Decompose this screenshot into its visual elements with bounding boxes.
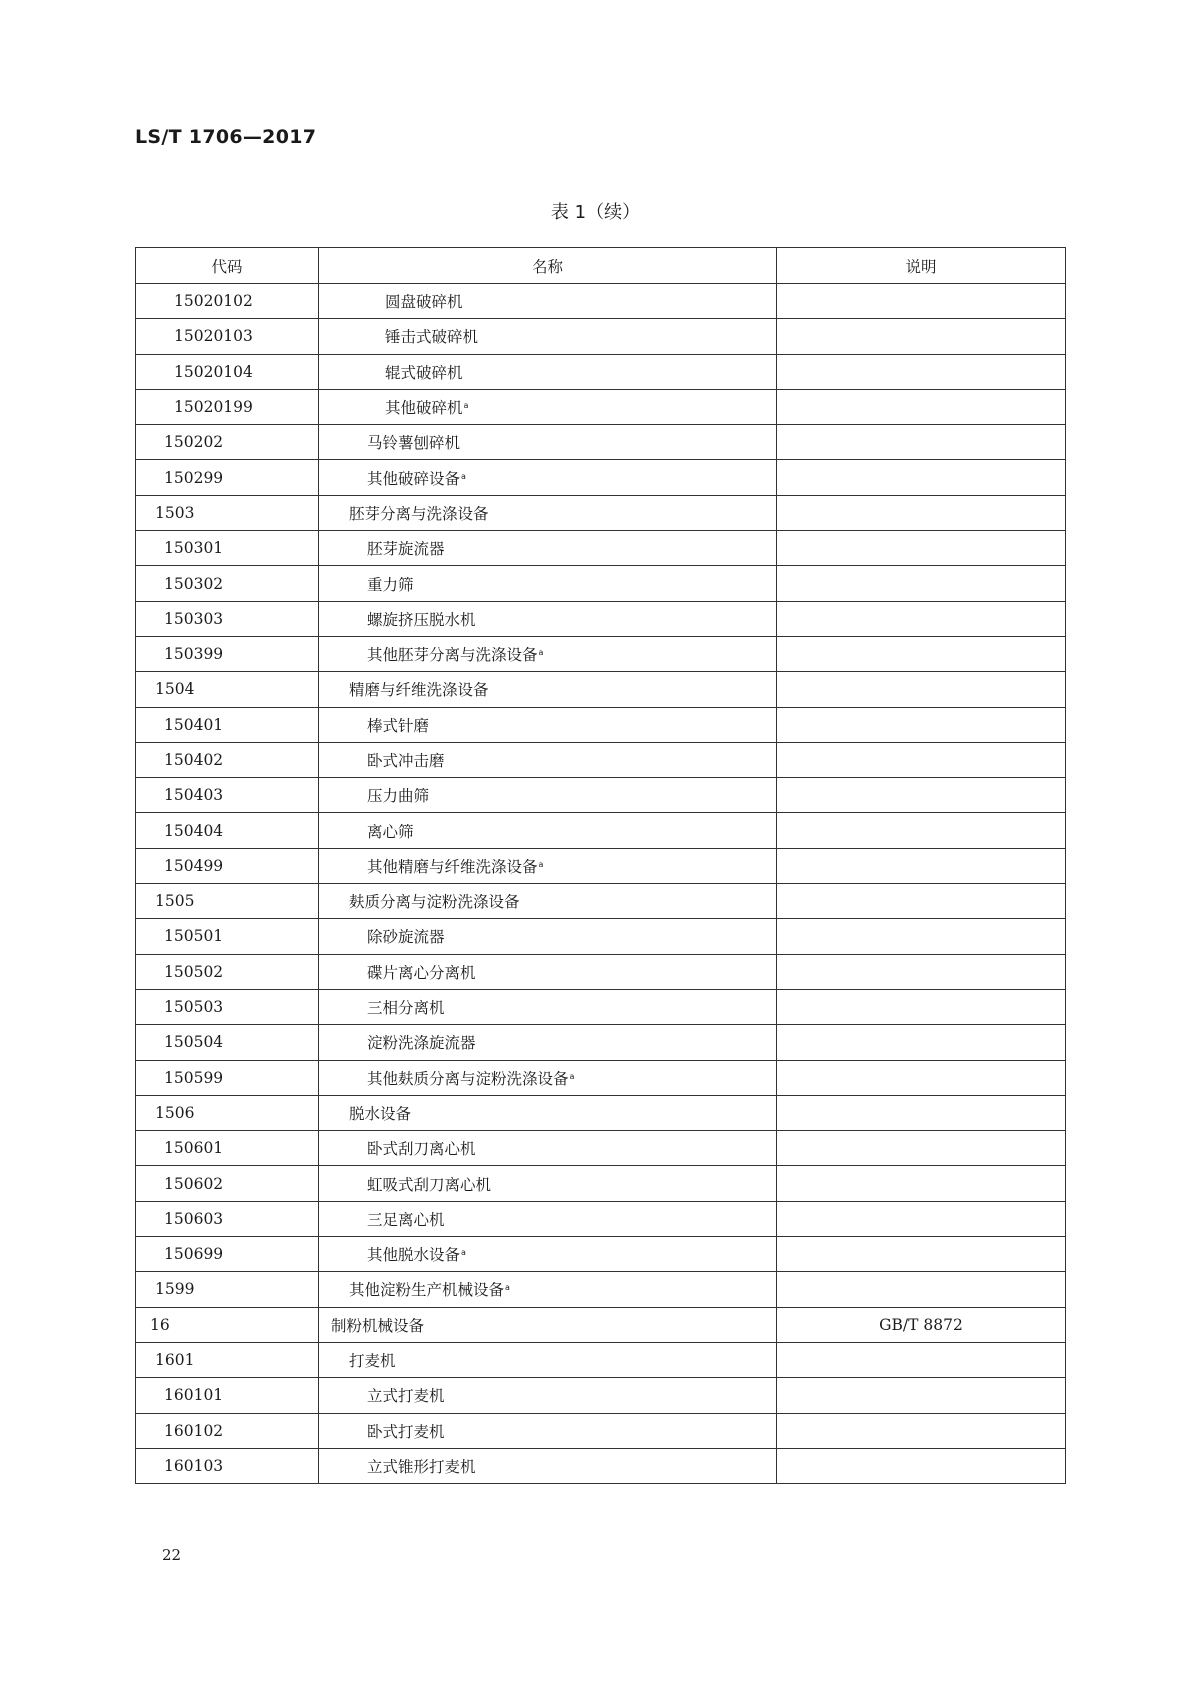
table-row — [136, 919, 1066, 954]
table-row — [136, 566, 1066, 601]
row-name-text: 棒式针磨 — [367, 716, 430, 735]
row-name-text: 其他精磨与纤维洗涤设备 — [367, 857, 538, 876]
table-row — [136, 1237, 1066, 1272]
table-row — [136, 954, 1066, 989]
row-code: 15020103 — [136, 319, 319, 354]
row-code: 1599 — [136, 1272, 319, 1307]
row-code: 1506 — [136, 1095, 319, 1130]
row-name — [319, 1448, 777, 1483]
table-row — [136, 1307, 1066, 1342]
table-row — [136, 389, 1066, 424]
standard-code: LS/T 1706—2017 — [135, 126, 317, 148]
row-name-text: 精磨与纤维洗涤设备 — [349, 681, 489, 700]
row-name-text: 其他破碎设备 — [367, 469, 461, 488]
row-name-text: 麸质分离与淀粉洗涤设备 — [349, 893, 520, 912]
row-name-text: 其他麸质分离与淀粉洗涤设备 — [367, 1069, 569, 1088]
row-name — [319, 1025, 777, 1060]
table-row — [136, 778, 1066, 813]
row-code: 1601 — [136, 1342, 319, 1377]
row-note — [777, 354, 1066, 389]
table-row — [136, 1095, 1066, 1130]
table-row — [136, 813, 1066, 848]
row-name-text: 三相分离机 — [367, 999, 445, 1018]
table-row — [136, 848, 1066, 883]
row-code: 150502 — [136, 954, 319, 989]
row-code: 150299 — [136, 460, 319, 495]
row-name-text: 其他脱水设备 — [367, 1246, 461, 1265]
footnote-marker: a — [538, 648, 544, 658]
table-row — [136, 495, 1066, 530]
row-note — [777, 1095, 1066, 1130]
row-note — [777, 284, 1066, 319]
row-name — [319, 495, 777, 530]
row-note — [777, 1378, 1066, 1413]
row-note — [777, 460, 1066, 495]
row-name — [319, 566, 777, 601]
row-note — [777, 848, 1066, 883]
table-row — [136, 1166, 1066, 1201]
table-row — [136, 989, 1066, 1024]
row-name-text: 除砂旋流器 — [367, 928, 445, 947]
row-code: 150303 — [136, 601, 319, 636]
row-name-text: 脱水设备 — [349, 1104, 412, 1123]
row-name — [319, 1413, 777, 1448]
row-name — [319, 1095, 777, 1130]
row-note — [777, 319, 1066, 354]
row-note — [777, 884, 1066, 919]
page-number: 22 — [162, 1546, 182, 1564]
row-name — [319, 1201, 777, 1236]
row-code: 150302 — [136, 566, 319, 601]
row-name-text: 碟片离心分离机 — [367, 963, 476, 982]
row-note — [777, 495, 1066, 530]
row-code: 150599 — [136, 1060, 319, 1095]
row-name — [319, 813, 777, 848]
table-row — [136, 425, 1066, 460]
row-name-text: 螺旋挤压脱水机 — [367, 610, 476, 629]
row-name — [319, 1166, 777, 1201]
row-code: 150403 — [136, 778, 319, 813]
row-name — [319, 1307, 777, 1342]
row-name — [319, 1131, 777, 1166]
classification-table — [135, 247, 1066, 1484]
row-note — [777, 1131, 1066, 1166]
column-header-note: 说明 — [777, 248, 1066, 284]
row-name — [319, 460, 777, 495]
row-name — [319, 601, 777, 636]
row-code: 16 — [136, 1307, 319, 1342]
row-name — [319, 1378, 777, 1413]
footnote-marker: a — [538, 859, 544, 869]
row-name-text: 卧式打麦机 — [367, 1422, 445, 1441]
row-name — [319, 636, 777, 671]
table-row — [136, 1413, 1066, 1448]
row-code: 150402 — [136, 742, 319, 777]
row-note — [777, 813, 1066, 848]
row-name-text: 离心筛 — [367, 822, 414, 841]
row-note — [777, 1025, 1066, 1060]
row-code: 150603 — [136, 1201, 319, 1236]
row-note — [777, 778, 1066, 813]
row-name-text: 立式锥形打麦机 — [367, 1457, 476, 1476]
row-name-text: 马铃薯刨碎机 — [367, 434, 461, 453]
row-code: 160102 — [136, 1413, 319, 1448]
table-row — [136, 319, 1066, 354]
row-name — [319, 284, 777, 319]
row-note — [777, 389, 1066, 424]
row-name — [319, 354, 777, 389]
row-code: 150399 — [136, 636, 319, 671]
column-header-name: 名称 — [319, 248, 777, 284]
row-name — [319, 848, 777, 883]
footnote-marker: a — [569, 1071, 575, 1081]
table-row — [136, 1060, 1066, 1095]
row-code: 1503 — [136, 495, 319, 530]
row-name — [319, 778, 777, 813]
row-code: 150699 — [136, 1237, 319, 1272]
row-note — [777, 636, 1066, 671]
row-note — [777, 1448, 1066, 1483]
footnote-marker: a — [461, 1248, 466, 1258]
table-row — [136, 672, 1066, 707]
row-name — [319, 389, 777, 424]
table-body — [136, 284, 1066, 1484]
table-row — [136, 1342, 1066, 1377]
row-note — [777, 1413, 1066, 1448]
row-code: 150501 — [136, 919, 319, 954]
row-name — [319, 1237, 777, 1272]
table-row — [136, 531, 1066, 566]
row-code: 150601 — [136, 1131, 319, 1166]
row-note: GB/T 8872 — [777, 1307, 1066, 1342]
table-row — [136, 1131, 1066, 1166]
row-name-text: 重力筛 — [367, 575, 414, 594]
row-note — [777, 1060, 1066, 1095]
row-name-text: 胚芽旋流器 — [367, 540, 445, 559]
row-name — [319, 1060, 777, 1095]
footnote-marker: a — [463, 401, 469, 411]
row-note — [777, 672, 1066, 707]
row-note — [777, 566, 1066, 601]
row-code: 150202 — [136, 425, 319, 460]
row-name — [319, 954, 777, 989]
row-name-text: 其他淀粉生产机械设备 — [349, 1281, 505, 1300]
table-row — [136, 1272, 1066, 1307]
row-name-text: 压力曲筛 — [367, 787, 430, 806]
row-name — [319, 919, 777, 954]
row-note — [777, 1201, 1066, 1236]
row-code: 160103 — [136, 1448, 319, 1483]
table-row — [136, 1448, 1066, 1483]
row-code: 15020102 — [136, 284, 319, 319]
row-note — [777, 601, 1066, 636]
row-code: 15020104 — [136, 354, 319, 389]
table-row — [136, 707, 1066, 742]
row-name-text: 胚芽分离与洗涤设备 — [349, 504, 489, 523]
row-code: 150504 — [136, 1025, 319, 1060]
row-code: 150602 — [136, 1166, 319, 1201]
row-name — [319, 742, 777, 777]
row-code: 150499 — [136, 848, 319, 883]
row-name — [319, 1272, 777, 1307]
row-name — [319, 425, 777, 460]
row-name — [319, 531, 777, 566]
footnote-marker: a — [505, 1283, 510, 1293]
row-code: 150301 — [136, 531, 319, 566]
row-name-text: 卧式冲击磨 — [367, 752, 445, 770]
row-name — [319, 884, 777, 919]
row-code: 15020199 — [136, 389, 319, 424]
row-note — [777, 989, 1066, 1024]
row-code: 150503 — [136, 989, 319, 1024]
row-name-text: 锤击式破碎机 — [385, 328, 479, 347]
table-caption: 表 1（续） — [550, 202, 641, 223]
row-note — [777, 425, 1066, 460]
row-code: 150401 — [136, 707, 319, 742]
row-note — [777, 1237, 1066, 1272]
row-note — [777, 1272, 1066, 1307]
table-row — [136, 884, 1066, 919]
row-note — [777, 919, 1066, 954]
table-row — [136, 636, 1066, 671]
table-row — [136, 1025, 1066, 1060]
row-name-text: 圆盘破碎机 — [385, 293, 463, 312]
row-note — [777, 1166, 1066, 1201]
row-name-text: 卧式刮刀离心机 — [367, 1140, 476, 1159]
row-name-text: 淀粉洗涤旋流器 — [367, 1034, 476, 1053]
table-row — [136, 601, 1066, 636]
table-row — [136, 1201, 1066, 1236]
row-name — [319, 989, 777, 1024]
row-code: 160101 — [136, 1378, 319, 1413]
table-row — [136, 742, 1066, 777]
row-note — [777, 1342, 1066, 1377]
row-note — [777, 531, 1066, 566]
table-row — [136, 284, 1066, 319]
table-row — [136, 354, 1066, 389]
row-name-text: 其他胚芽分离与洗涤设备 — [367, 646, 538, 665]
row-name-text: 立式打麦机 — [367, 1387, 445, 1406]
row-name-text: 其他破碎机 — [385, 399, 463, 418]
table-row — [136, 1378, 1066, 1413]
row-note — [777, 742, 1066, 777]
row-name-text: 虹吸式刮刀离心机 — [367, 1175, 492, 1194]
row-name — [319, 672, 777, 707]
row-note — [777, 954, 1066, 989]
row-note — [777, 707, 1066, 742]
row-code: 1504 — [136, 672, 319, 707]
row-name — [319, 1342, 777, 1377]
row-name — [319, 707, 777, 742]
row-code: 1505 — [136, 884, 319, 919]
row-name-text: 打麦机 — [349, 1352, 396, 1371]
row-name-text: 制粉机械设备 — [331, 1316, 425, 1335]
row-name-text: 三足离心机 — [367, 1210, 445, 1229]
column-header-code: 代码 — [136, 248, 319, 284]
row-name-text: 辊式破碎机 — [385, 363, 463, 382]
row-name — [319, 319, 777, 354]
table-row — [136, 460, 1066, 495]
footnote-marker: a — [461, 471, 466, 481]
table-header-row — [136, 248, 1066, 284]
row-code: 150404 — [136, 813, 319, 848]
